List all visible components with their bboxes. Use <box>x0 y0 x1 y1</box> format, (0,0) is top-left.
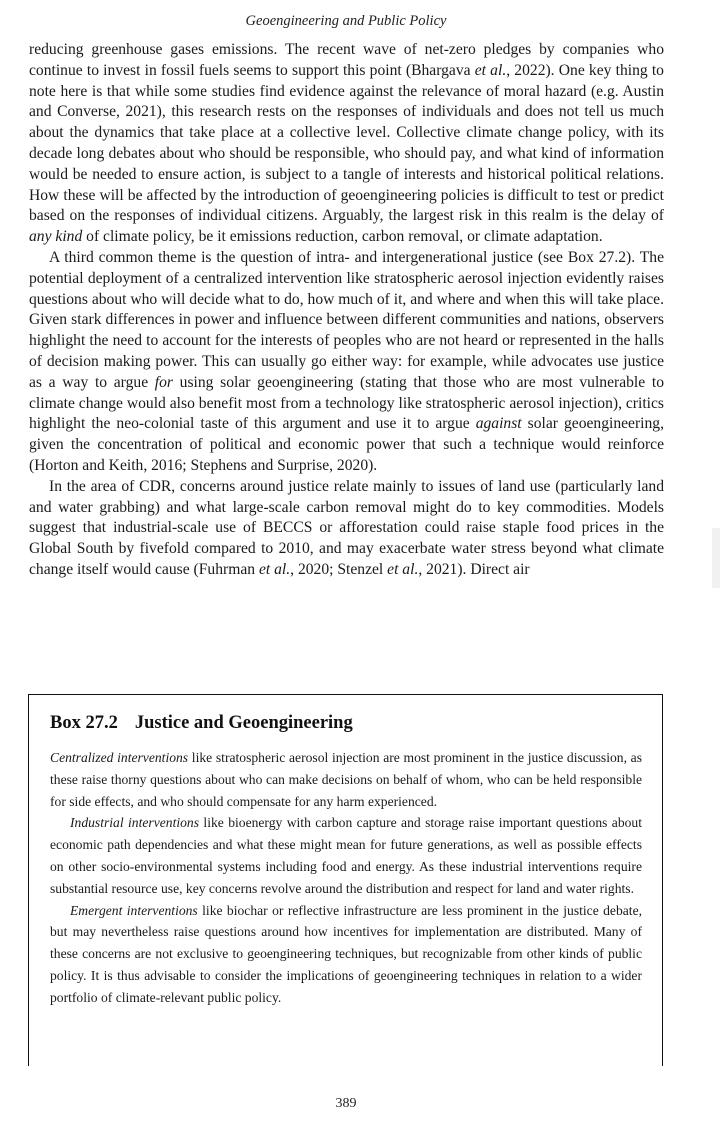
text-run: In the area of CDR, concerns around justice relate mainly to issues of land use (particularly land and water grabbing) and what large-scale carbon removal might do to key commodities. Models suggest that industrial-scale use of BECCS or afforestation could raise staple food prices in the Global South by fivefold compared to 2010, and may exacerbate water stress beyond what climate change itself would cause (Fuhrman <box>29 477 664 578</box>
italic-text: Industrial interventions <box>70 815 200 831</box>
body-paragraph <box>29 40 664 248</box>
text-run: reducing greenhouse gases emissions. The recent wave of net-zero pledges by companies who continue to invest in fossil fuels seems to support this point (Bhargava <box>29 41 664 79</box>
page-number: 389 <box>335 1096 357 1111</box>
box-title: Justice and Geoengineering <box>134 713 353 733</box>
body-text <box>29 40 664 581</box>
text-run: using solar geoengineering (stating that those who are most vulnerable to climate change would also benefit most from a technology like stratospheric aerosol injection), critics highlight the neo-colonial taste of this argument and use it to argue <box>29 373 664 433</box>
text-run: like stratospheric aerosol injection are most prominent in the justice discussion, as these raise thorny questions about who can make decisions on behalf of whom, who can be held responsible for side effects, and who should compensate for any harm experienced. <box>50 750 642 809</box>
italic-text: et al. <box>258 560 291 578</box>
box-paragraph <box>50 900 642 1009</box>
text-run: of climate policy, be it emissions reduction, carbon removal, or climate adaptation. <box>82 228 603 246</box>
text-run: , 2022). One key thing to note here is that while some studies find evidence against the relevance of moral hazard (e.g. Austin and Converse, 2021), this research rests on the responses of individuals and does not tell us much about the dynamics that take place at a collective level. Collective climate change policy, with its decade long debates about who should be responsible, who should pay, and what kind of information would be needed to ensure action, is subject to a tangle of interests and historical political relations. How these will be affected by the introduction of geoengineering policies is difficult to test or predict based on the responses of individual citizens. Arguably, the largest risk in this realm is the delay of <box>29 61 664 225</box>
box-body <box>50 747 642 1009</box>
body-paragraph <box>29 477 664 581</box>
text-run: like bioenergy with carbon capture and storage raise important questions about economic path dependencies and what these might mean for future generations, as well as possible effects on other socio-environmental systems including food and energy. As these industrial interventions require substantial resource use, key concerns revolve around the distribution and respect for land and water rights. <box>50 815 643 896</box>
text-run: like biochar or reflective infrastructure are less prominent in the justice debate, but may nevertheless raise questions around how incentives for implementation are distributed. Many of these concerns are not exclusive to geoengineering techniques, but recognizable from other kinds of public policy. It is thus advisable to consider the implications of geoengineering techniques in relation to a wider portfolio of climate-relevant public policy. <box>50 902 642 1005</box>
italic-text: any kind <box>29 228 83 246</box>
italic-text: et al. <box>387 560 419 578</box>
body-paragraph <box>29 248 664 477</box>
box-paragraph <box>50 812 642 899</box>
box-paragraph <box>50 747 642 812</box>
text-run: A third common theme is the question of intra- and intergenerational justice (see Box 27.2). The potential deployment of a centralized intervention like stratospheric aerosol injection evidently raises questions about who will decide what to do, how much of it, and where and when this will take place. Given stark differences in power and influence between different communities and nations, observers highlight the need to account for the interests of peoples who are not heard or represented in the halls of decision making power. This can usually go either way: for example, while advocates use justice as a way to argue <box>29 248 664 391</box>
text-box-27-2 <box>28 694 663 1066</box>
italic-text: et al. <box>474 61 507 79</box>
italic-text: against <box>475 415 522 433</box>
text-run: , 2020; Stenzel <box>290 560 388 578</box>
box-heading <box>50 713 353 734</box>
running-head: Geoengineering and Public Policy <box>245 13 447 29</box>
box-number: Box 27.2 <box>50 713 118 733</box>
italic-text: Centralized interventions <box>50 750 189 765</box>
scan-artifact <box>712 528 720 588</box>
text-run: , 2021). Direct air <box>418 560 530 578</box>
text-run: solar geoengineering, given the concentration of political and economic power that such a technique would reinforce (Horton and Keith, 2016; Stephens and Surprise, 2020). <box>29 415 664 474</box>
italic-text: for <box>154 373 173 391</box>
italic-text: Emergent interventions <box>70 902 198 918</box>
